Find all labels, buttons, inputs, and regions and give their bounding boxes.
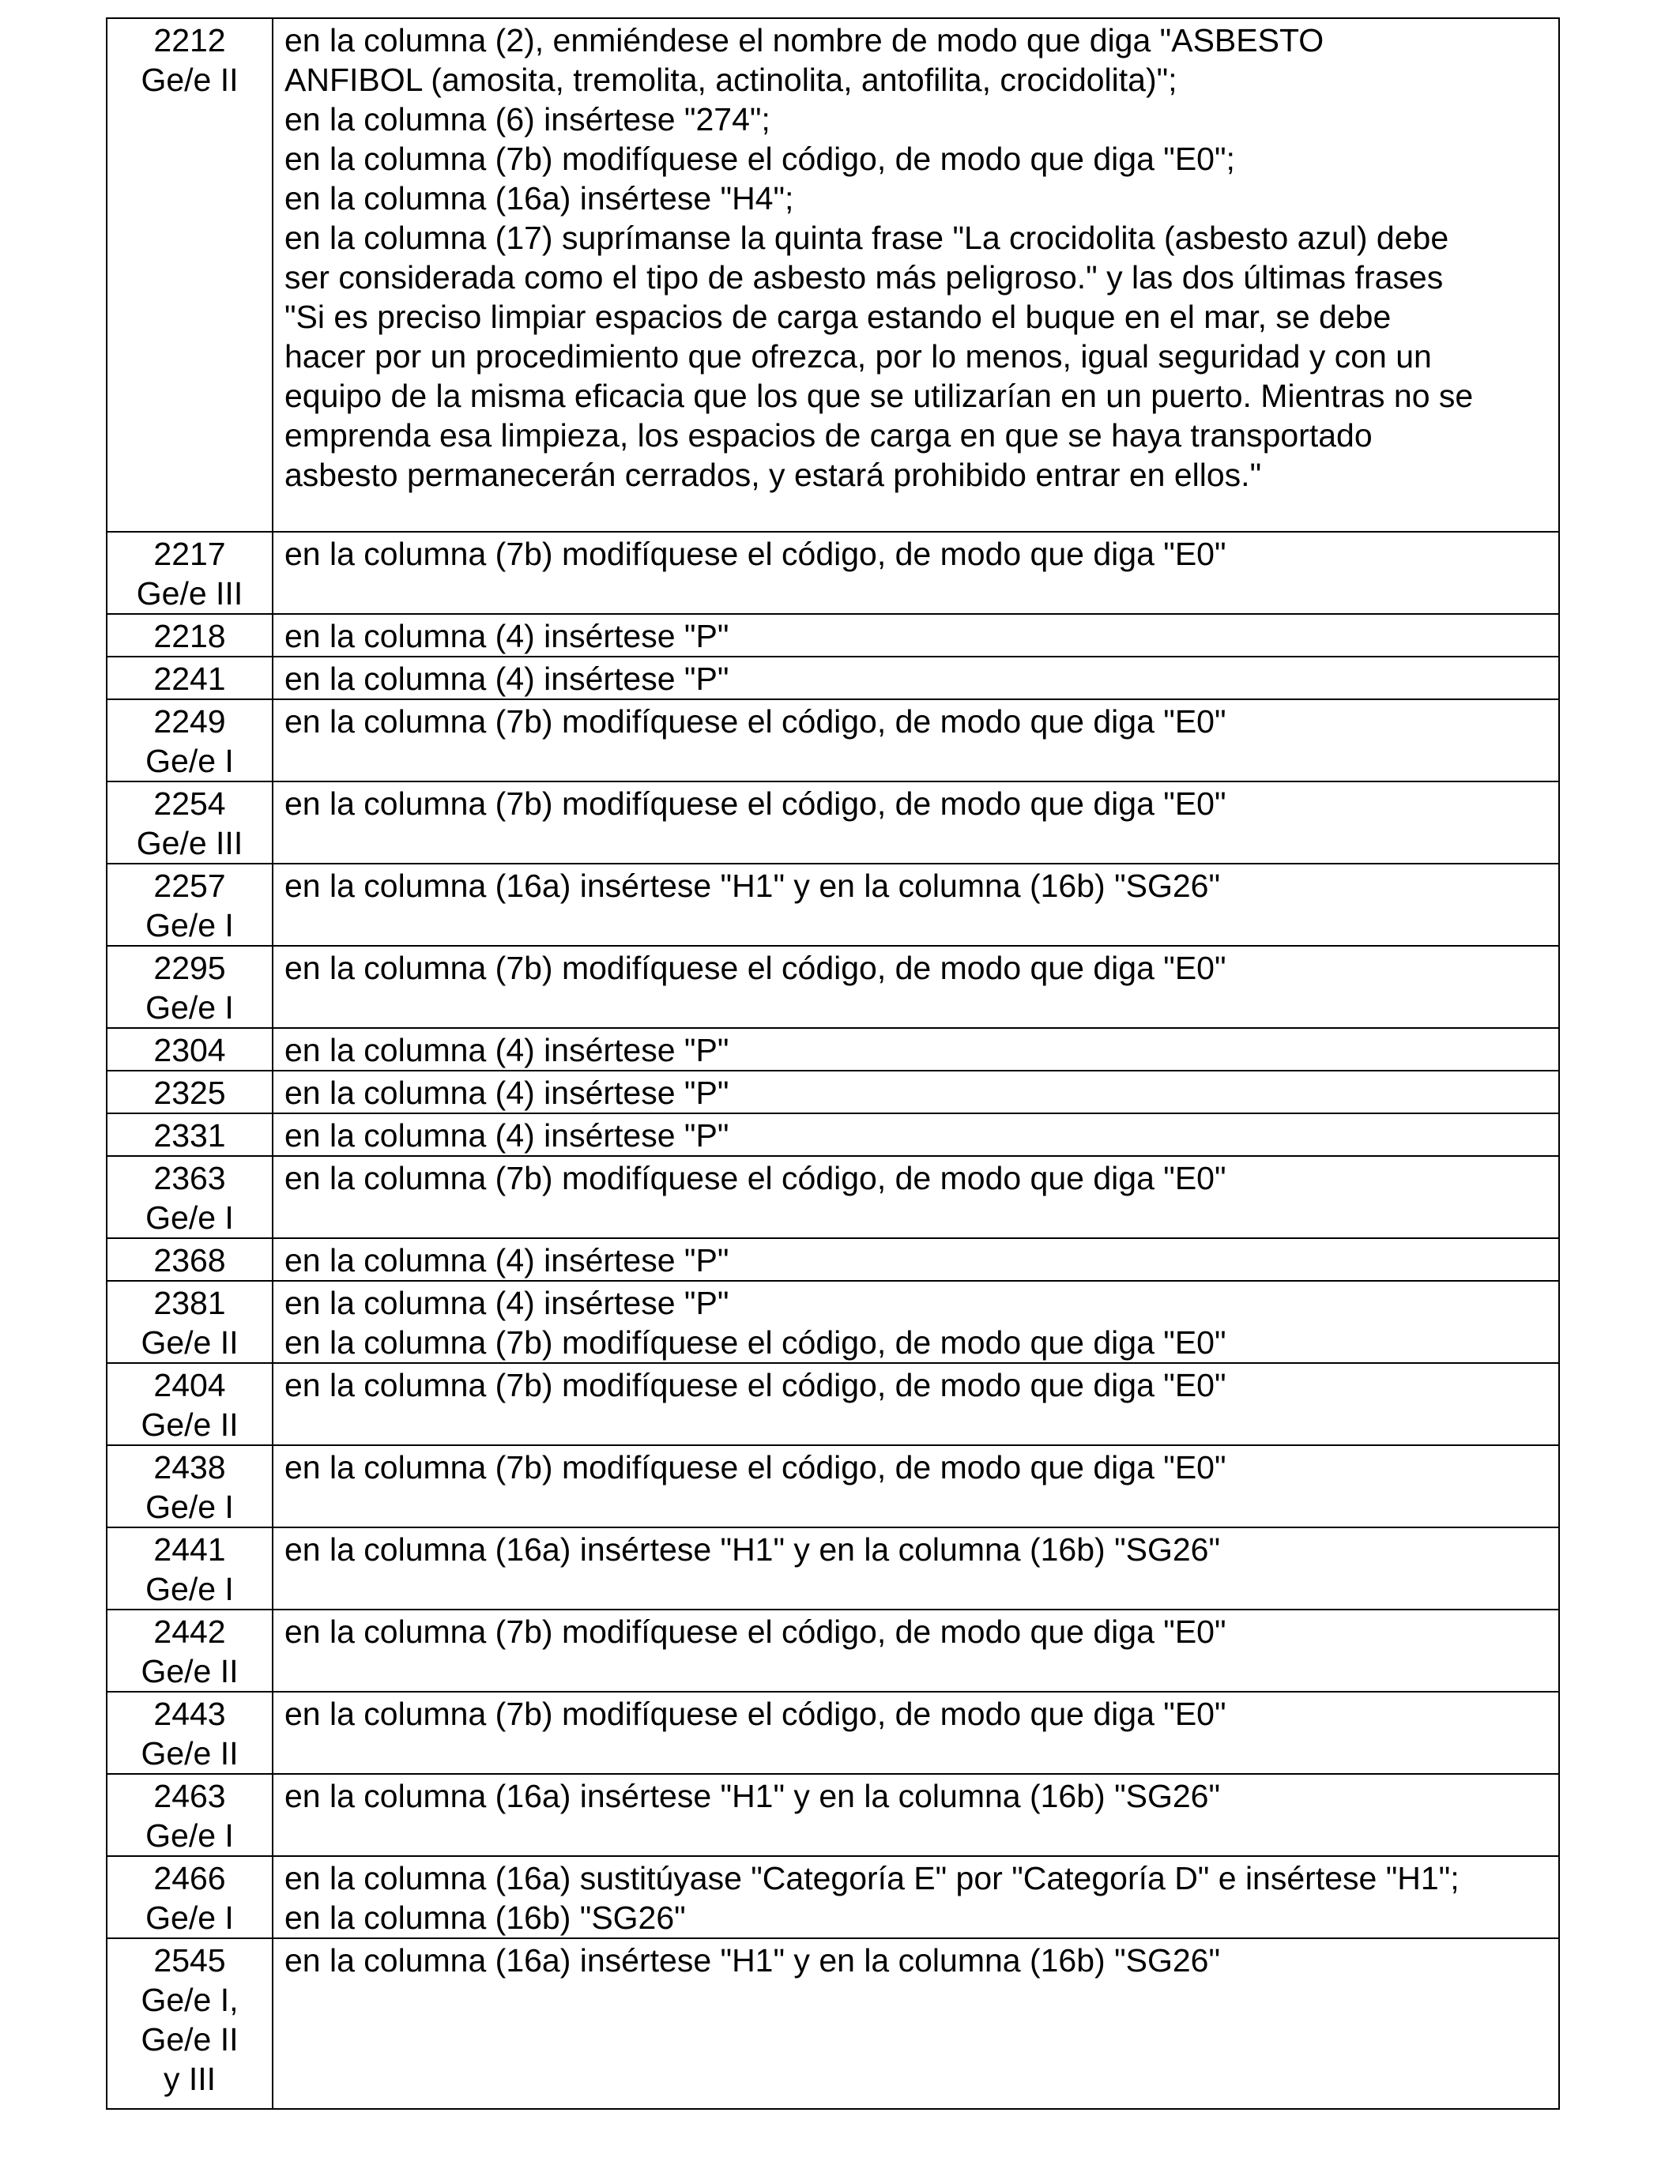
table-row <box>107 864 1559 946</box>
amendment-text-cell <box>273 699 1559 781</box>
entry-number-cell <box>107 1774 273 1856</box>
packing-group: Ge/e II <box>141 62 239 98</box>
entry-number-cell <box>107 1692 273 1774</box>
amendment-text-cell <box>273 614 1559 657</box>
entry-number-cell <box>107 699 273 781</box>
entry-number-cell <box>107 1028 273 1071</box>
entry-number-cell <box>107 946 273 1028</box>
table-row <box>107 1856 1559 1938</box>
table-row <box>107 1071 1559 1113</box>
table-row <box>107 781 1559 864</box>
entry-number-cell <box>107 1071 273 1113</box>
amendment-line: emprenda esa limpieza, los espacios de carga en que se haya transportado <box>284 417 1373 454</box>
un-number: 2218 <box>153 618 226 654</box>
amendment-line: en la columna (17) suprímanse la quinta frase "La crocidolita (asbesto azul) debe <box>284 220 1449 256</box>
amendment-text-cell <box>273 1028 1559 1071</box>
un-number: 2463 <box>153 1778 226 1814</box>
amendment-line: en la columna (4) insértese "P" <box>284 1075 729 1111</box>
amendment-line: en la columna (4) insértese "P" <box>284 1242 729 1278</box>
amendment-text-cell <box>273 946 1559 1028</box>
amendment-text-cell <box>273 1156 1559 1238</box>
un-number: 2441 <box>153 1531 226 1568</box>
table-row <box>107 614 1559 657</box>
amendment-text-cell <box>273 1238 1559 1281</box>
amendment-line: equipo de la misma eficacia que los que se utilizarían en un puerto. Mientras no se <box>284 378 1474 414</box>
entry-number-cell <box>107 1856 273 1938</box>
amendment-text-cell <box>273 1113 1559 1156</box>
amendment-line: en la columna (7b) modifíquese el código, de modo que diga "E0" <box>284 950 1226 986</box>
amendment-line: asbesto permanecerán cerrados, y estará prohibido entrar en ellos." <box>284 457 1262 493</box>
amendment-text-cell <box>273 1774 1559 1856</box>
un-number: 2304 <box>153 1032 226 1068</box>
packing-group: y III <box>163 2061 217 2097</box>
amendment-line: en la columna (7b) modifíquese el código, de modo que diga "E0" <box>284 785 1226 822</box>
packing-group: Ge/e II <box>141 1735 239 1772</box>
amendment-line: en la columna (2), enmiéndese el nombre de modo que diga "ASBESTO <box>284 22 1324 58</box>
packing-group: Ge/e II <box>141 1406 239 1443</box>
un-number: 2212 <box>153 22 226 58</box>
table-row <box>107 1281 1559 1363</box>
table-row <box>107 1938 1559 2109</box>
entry-number-cell <box>107 1238 273 1281</box>
entry-number-cell <box>107 657 273 699</box>
entry-number-cell <box>107 1527 273 1610</box>
amendment-line: en la columna (7b) modifíquese el código, de modo que diga "E0"; <box>284 141 1235 177</box>
entry-number-cell <box>107 1363 273 1445</box>
packing-group: Ge/e II <box>141 2021 239 2058</box>
amendment-line: en la columna (7b) modifíquese el código, de modo que diga "E0" <box>284 1324 1226 1361</box>
un-number: 2466 <box>153 1860 226 1896</box>
amendment-line: en la columna (16a) insértese "H4"; <box>284 180 794 217</box>
amendment-text-cell <box>273 864 1559 946</box>
un-number: 2438 <box>153 1449 226 1485</box>
packing-group: Ge/e I <box>145 989 234 1026</box>
table-row <box>107 1610 1559 1692</box>
amendment-text-cell <box>273 657 1559 699</box>
table-row <box>107 1238 1559 1281</box>
table-row <box>107 1774 1559 1856</box>
amendment-text-cell <box>273 1071 1559 1113</box>
amendment-text-cell <box>273 1938 1559 2109</box>
amendment-line: en la columna (16a) insértese "H1" y en la columna (16b) "SG26" <box>284 1942 1221 1979</box>
entry-number-cell <box>107 1281 273 1363</box>
packing-group: Ge/e I, <box>141 1982 239 2018</box>
amendment-text-cell <box>273 1692 1559 1774</box>
amendment-text-cell <box>273 1363 1559 1445</box>
table-row <box>107 1363 1559 1445</box>
amendment-line: "Si es preciso limpiar espacios de carga estando el buque en el mar, se debe <box>284 299 1392 335</box>
un-number: 2363 <box>153 1160 226 1196</box>
un-number: 2257 <box>153 868 226 904</box>
amendment-line: en la columna (7b) modifíquese el código, de modo que diga "E0" <box>284 536 1226 572</box>
amendment-line: hacer por un procedimiento que ofrezca, por lo menos, igual seguridad y con un <box>284 338 1432 375</box>
amendment-line: en la columna (16a) sustitúyase "Categoría E" por "Categoría D" e insértese "H1"; <box>284 1860 1460 1896</box>
entry-number-cell <box>107 781 273 864</box>
packing-group: Ge/e III <box>136 825 243 861</box>
un-number: 2442 <box>153 1614 226 1650</box>
packing-group: Ge/e I <box>145 1199 234 1236</box>
amendments-table-body <box>107 18 1559 2109</box>
amendment-line: en la columna (7b) modifíquese el código, de modo que diga "E0" <box>284 1449 1226 1485</box>
entry-number-cell <box>107 614 273 657</box>
amendment-text-cell <box>273 1281 1559 1363</box>
un-number: 2217 <box>153 536 226 572</box>
packing-group: Ge/e II <box>141 1324 239 1361</box>
amendment-line: en la columna (4) insértese "P" <box>284 1117 729 1154</box>
entry-number-cell <box>107 1445 273 1527</box>
entry-number-cell <box>107 532 273 614</box>
un-number: 2254 <box>153 785 226 822</box>
amendment-line: en la columna (7b) modifíquese el código, de modo que diga "E0" <box>284 1160 1226 1196</box>
table-row <box>107 1445 1559 1527</box>
amendment-line: ANFIBOL (amosita, tremolita, actinolita, antofilita, crocidolita)"; <box>284 62 1177 98</box>
packing-group: Ge/e I <box>145 1489 234 1525</box>
packing-group: Ge/e I <box>145 907 234 943</box>
un-number: 2249 <box>153 703 226 740</box>
un-number: 2443 <box>153 1696 226 1732</box>
un-number: 2325 <box>153 1075 226 1111</box>
table-row <box>107 18 1559 532</box>
amendment-line: en la columna (4) insértese "P" <box>284 661 729 697</box>
un-number: 2381 <box>153 1285 226 1321</box>
amendments-table <box>106 17 1560 2110</box>
table-row <box>107 1113 1559 1156</box>
packing-group: Ge/e II <box>141 1653 239 1689</box>
un-number: 2545 <box>153 1942 226 1979</box>
amendment-line: en la columna (7b) modifíquese el código, de modo que diga "E0" <box>284 703 1226 740</box>
amendment-line: en la columna (4) insértese "P" <box>284 1032 729 1068</box>
amendment-line: en la columna (16a) insértese "H1" y en la columna (16b) "SG26" <box>284 868 1221 904</box>
entry-number-cell <box>107 1113 273 1156</box>
entry-number-cell <box>107 1938 273 2109</box>
amendment-line: en la columna (6) insértese "274"; <box>284 101 770 137</box>
un-number: 2331 <box>153 1117 226 1154</box>
table-row <box>107 1692 1559 1774</box>
table-row <box>107 1527 1559 1610</box>
packing-group: Ge/e I <box>145 743 234 779</box>
entry-number-cell <box>107 1610 273 1692</box>
un-number: 2368 <box>153 1242 226 1278</box>
un-number: 2241 <box>153 661 226 697</box>
table-row <box>107 532 1559 614</box>
amendment-line: en la columna (7b) modifíquese el código, de modo que diga "E0" <box>284 1367 1226 1403</box>
table-row <box>107 1156 1559 1238</box>
amendment-line: ser considerada como el tipo de asbesto más peligroso." y las dos últimas frases <box>284 259 1444 296</box>
un-number: 2295 <box>153 950 226 986</box>
amendment-line: en la columna (16b) "SG26" <box>284 1900 686 1936</box>
amendment-text-cell <box>273 18 1559 532</box>
entry-number-cell <box>107 18 273 532</box>
entry-number-cell <box>107 864 273 946</box>
table-row <box>107 946 1559 1028</box>
amendment-text-cell <box>273 1445 1559 1527</box>
packing-group: Ge/e I <box>145 1817 234 1854</box>
table-row <box>107 1028 1559 1071</box>
amendment-line: en la columna (16a) insértese "H1" y en la columna (16b) "SG26" <box>284 1531 1221 1568</box>
entry-number-cell <box>107 1156 273 1238</box>
table-row <box>107 657 1559 699</box>
amendment-text-cell <box>273 781 1559 864</box>
amendment-line: en la columna (4) insértese "P" <box>284 618 729 654</box>
packing-group: Ge/e III <box>136 575 243 612</box>
table-row <box>107 699 1559 781</box>
amendment-line: en la columna (16a) insértese "H1" y en la columna (16b) "SG26" <box>284 1778 1221 1814</box>
amendment-text-cell <box>273 1856 1559 1938</box>
packing-group: Ge/e I <box>145 1900 234 1936</box>
amendment-line: en la columna (4) insértese "P" <box>284 1285 729 1321</box>
amendment-line: en la columna (7b) modifíquese el código, de modo que diga "E0" <box>284 1614 1226 1650</box>
packing-group: Ge/e I <box>145 1571 234 1607</box>
amendment-text-cell <box>273 1610 1559 1692</box>
amendment-line: en la columna (7b) modifíquese el código, de modo que diga "E0" <box>284 1696 1226 1732</box>
amendment-text-cell <box>273 532 1559 614</box>
un-number: 2404 <box>153 1367 226 1403</box>
amendment-text-cell <box>273 1527 1559 1610</box>
